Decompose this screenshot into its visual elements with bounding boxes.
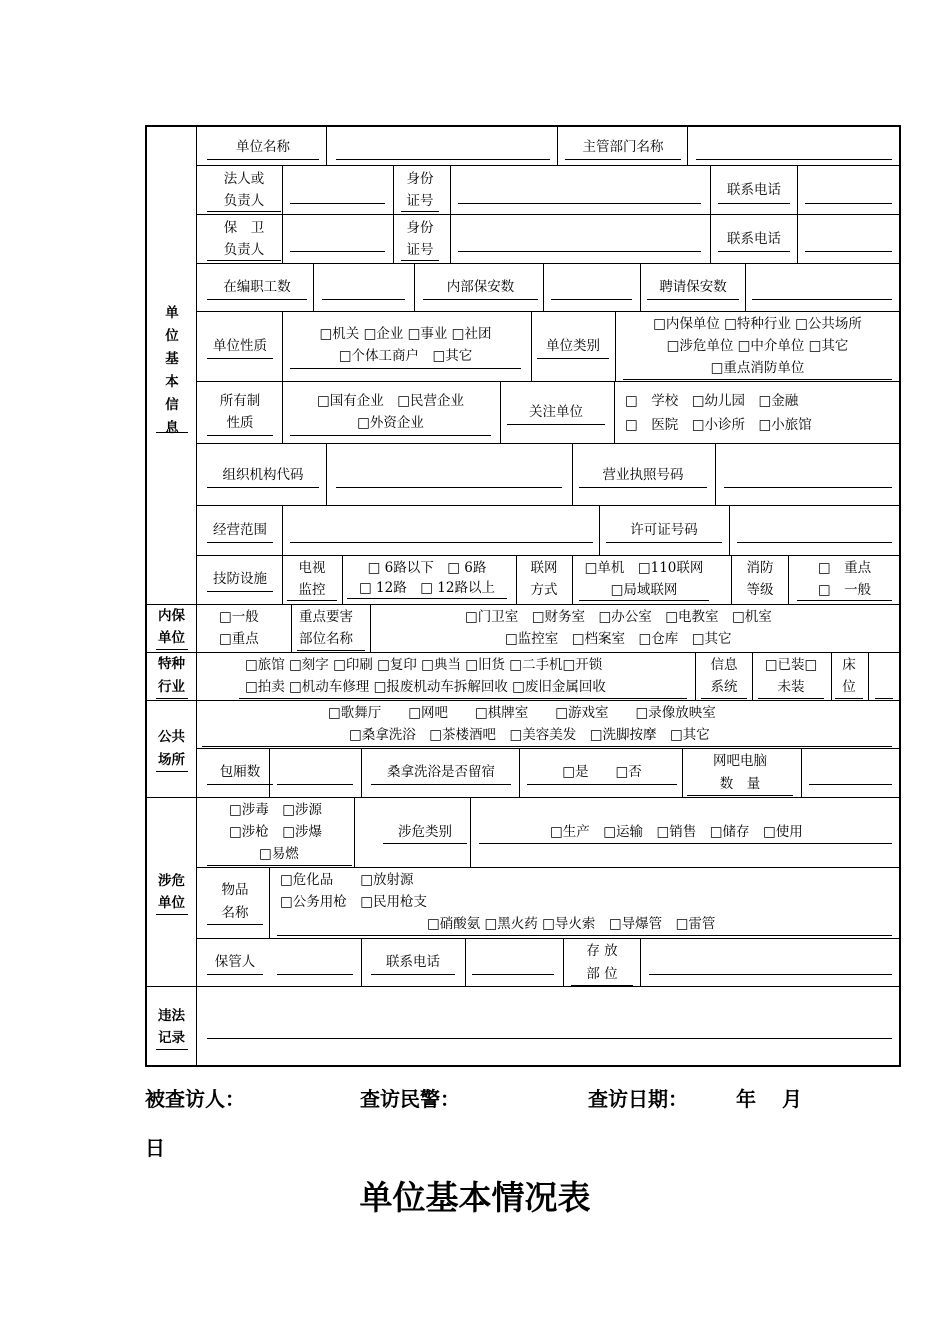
public-place-options[interactable]: □歌舞厅 □网吧 □棋牌室 □游戏室 □录像放映室 xyxy=(328,705,716,721)
legal-rep-field[interactable] xyxy=(290,203,385,204)
violation-label-2: 记录 xyxy=(158,1030,185,1046)
license-no-field[interactable] xyxy=(724,487,892,488)
hazard-category-options[interactable]: □生产 □运输 □销售 □储存 □使用 xyxy=(550,824,803,840)
hazard-label-2: 单位 xyxy=(158,895,185,911)
security-head-id-field[interactable] xyxy=(458,251,701,252)
custodian-field[interactable] xyxy=(277,974,353,975)
day-label: 日 xyxy=(145,1136,165,1160)
visit-date-label: 查访日期： xyxy=(588,1087,688,1111)
unit-info-form: 单位基本信息 内保 单位 特种 行业 公共 场所 涉危 单位 违法 记录 单位名称 主管部门名称 法人或 负责人 身份 证号 联系电话 保 卫 负责人 身份 证号 联系电话 在编职工数 内部保安数 聘请保安数 单位性质 □机关 □企业 □事业 □社团 □个体工商户 □其它 单位类别 □内保单位 □特种行业 □公共场所 □涉危单位 □中介单位 □其它 □重点消防单位 所有制 性质 □国有企业 □民营企业 □外资企业 关注单位 □ 学校 □幼儿园 □金融 □ 医院 □小诊所 □小旅馆 组织机构代码 营业执照号码 经营范围 许可证号码 技防设施 电视 监控 □ 6路以下 □ 6路 □ 12路 □ 12路以上 联网 方式 □单机 □110联网 □局域联网 消防 等级 □ 重点 □ 一般 □一般 □重点 重点要害 部位名称 □门卫室 □财务室 □办公室 □电教室 □机室 □监控室 □档案室 □仓库 □其它 □旅馆 □刻字 □印刷 □复印 □典当 □旧货 □二手机□开锁 □拍卖 □机动车修理 □报废机动车拆解回收 □废旧金属回收 信息 系统 □已装□ 未装 床 位 □歌舞厅 □网吧 □棋牌室 □游戏室 □录像放映室 □桑拿洗浴 □茶楼酒吧 □美容美发 □洗脚按摩 □其它 包厢数 桑拿洗浴是否留宿 □是 □否 网吧电脑 数 量 □涉毒 □涉源 □涉枪 □涉爆 □易燃 涉危类别 □生产 □运输 □销售 □储存 □使用 物品 名称 □危化品 □放射源 □公务用枪 □民用枪支 □硝酸氨 □黑火药 □导火索 □导爆管 □雷管 保管人 联系电话 存 放 部 位 xyxy=(145,125,901,1067)
hired-guard-field[interactable] xyxy=(752,299,892,300)
special-label-1: 特种 xyxy=(158,656,185,672)
info-system-options[interactable]: □已装□ xyxy=(764,657,818,673)
staff-count-field[interactable] xyxy=(322,299,405,300)
internal-label-2: 单位 xyxy=(158,630,185,646)
month-label: 月 xyxy=(782,1087,802,1111)
fire-level-options[interactable]: □ 重点 xyxy=(817,560,872,576)
tv-monitor-options[interactable]: □ 6路以下 □ 6路 xyxy=(367,560,487,576)
internal-level-options[interactable]: □一般 xyxy=(219,609,259,625)
unit-category-options[interactable]: □内保单位 □特种行业 □公共场所 xyxy=(653,316,862,332)
section-divider xyxy=(196,127,197,1067)
visited-person-label: 被查访人： xyxy=(145,1087,245,1111)
cafe-pc-field[interactable] xyxy=(809,784,892,785)
rooms-field[interactable] xyxy=(277,784,353,785)
legal-rep-id-field[interactable] xyxy=(458,203,701,204)
security-head-field[interactable] xyxy=(290,251,385,252)
unit-name-label: 单位名称 xyxy=(236,139,290,155)
violation-record-field[interactable] xyxy=(207,1038,892,1039)
unit-nature-options[interactable]: □机关 □企业 □事业 □社团 xyxy=(319,326,492,342)
security-head-phone-field[interactable] xyxy=(805,251,892,252)
internal-guard-field[interactable] xyxy=(551,299,632,300)
hazard-type-options[interactable]: □涉毒 □涉源 xyxy=(229,802,323,818)
supervisor-dept-label: 主管部门名称 xyxy=(582,139,664,155)
hazard-phone-field[interactable] xyxy=(472,974,554,975)
internal-label-1: 内保 xyxy=(158,608,185,624)
public-label-2: 场所 xyxy=(158,752,185,768)
legal-rep-phone-field[interactable] xyxy=(805,203,892,204)
attention-options[interactable]: □ 学校 □幼儿园 □金融 xyxy=(625,393,799,409)
key-parts-options[interactable]: □门卫室 □财务室 □办公室 □电教室 □机室 xyxy=(465,609,772,625)
year-label: 年 xyxy=(736,1087,756,1111)
hazard-label-1: 涉危 xyxy=(158,873,185,889)
storage-location-field[interactable] xyxy=(649,974,892,975)
document-title: 单位基本情况表 xyxy=(359,1178,591,1217)
business-scope-field[interactable] xyxy=(290,542,593,543)
sauna-overnight-options[interactable]: □是 □否 xyxy=(562,764,642,780)
network-options[interactable]: □单机 □110联网 xyxy=(584,560,704,576)
unit-name-field[interactable] xyxy=(336,159,550,160)
bed-count-field[interactable] xyxy=(875,698,893,699)
permit-no-field[interactable] xyxy=(737,542,892,543)
hazard-goods-options[interactable]: □危化品 □放射源 xyxy=(280,872,414,888)
ownership-options[interactable]: □国有企业 □民营企业 xyxy=(316,393,464,409)
basic-info-label: 单位基本信息 xyxy=(165,305,179,436)
officer-label: 查访民警： xyxy=(360,1087,460,1111)
org-code-field[interactable] xyxy=(336,487,562,488)
violation-label-1: 违法 xyxy=(158,1008,185,1024)
supervisor-dept-field[interactable] xyxy=(696,159,892,160)
special-label-2: 行业 xyxy=(158,679,185,695)
public-label-1: 公共 xyxy=(158,729,185,745)
special-industry-options[interactable]: □旅馆 □刻字 □印刷 □复印 □典当 □旧货 □二手机□开锁 xyxy=(245,657,603,673)
